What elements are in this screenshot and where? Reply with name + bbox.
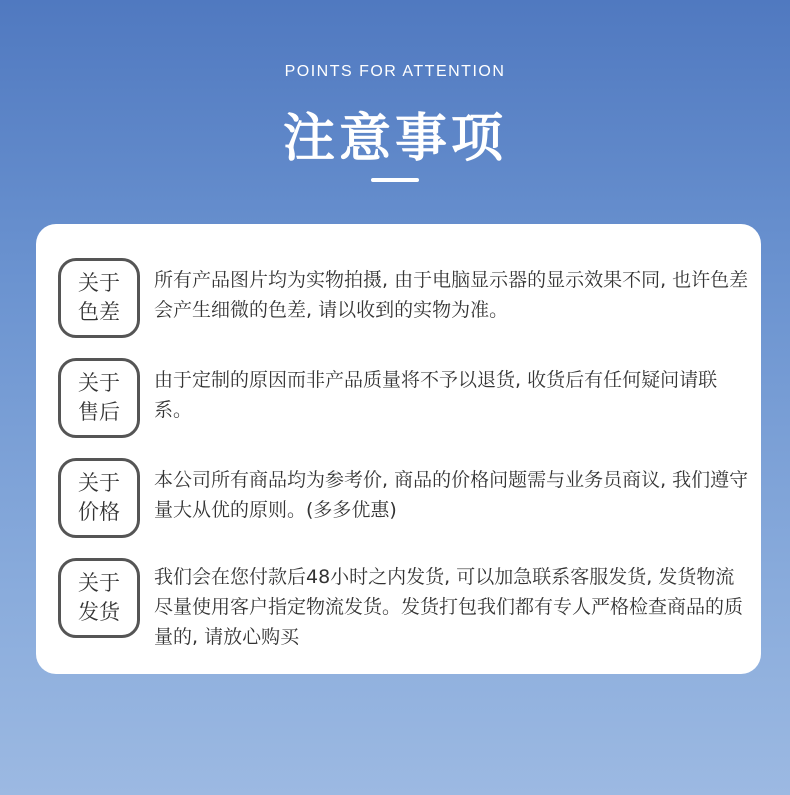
badge-line-2: 价格: [78, 500, 120, 524]
notice-text: 本公司所有商品均为参考价, 商品的价格问题需与业务员商议, 我们遵守量大从优的原则。(多多优惠): [154, 469, 749, 521]
notice-item-price: [58, 458, 748, 542]
notice-item-shipping: [58, 558, 748, 648]
notice-text: 我们会在您付款后48小时之内发货, 可以加急联系客服发货, 发货物流尽量使用客户指定物流发货。发货打包我们都有专人严格检查商品的质量的, 请放心购买: [154, 566, 744, 648]
badge-line-2: 发货: [78, 600, 120, 624]
badge-line-1: 关于: [78, 571, 120, 595]
header: [0, 0, 790, 200]
header-subtitle: POINTS FOR ATTENTION: [284, 63, 506, 80]
notice-item-color-difference: [58, 258, 748, 342]
notice-badge: [58, 358, 140, 438]
badge-line-2: 售后: [78, 400, 120, 424]
notice-text: 所有产品图片均为实物拍摄, 由于电脑显示器的显示效果不同, 也许色差会产生细微的色差, 请以收到的实物为准。: [154, 269, 749, 321]
badge-line-2: 色差: [78, 300, 120, 324]
notice-text: 由于定制的原因而非产品质量将不予以退货, 收货后有任何疑问请联系。: [154, 369, 718, 421]
badge-line-1: 关于: [78, 471, 120, 495]
notice-badge: [58, 458, 140, 538]
notice-badge: [58, 258, 140, 338]
notice-badge: [58, 558, 140, 638]
notice-card: [36, 224, 761, 674]
badge-line-1: 关于: [78, 371, 120, 395]
badge-line-1: 关于: [78, 271, 120, 295]
title-underline: [371, 178, 419, 182]
page-title: 注意事项: [282, 109, 507, 169]
notice-item-after-sales: [58, 358, 748, 442]
